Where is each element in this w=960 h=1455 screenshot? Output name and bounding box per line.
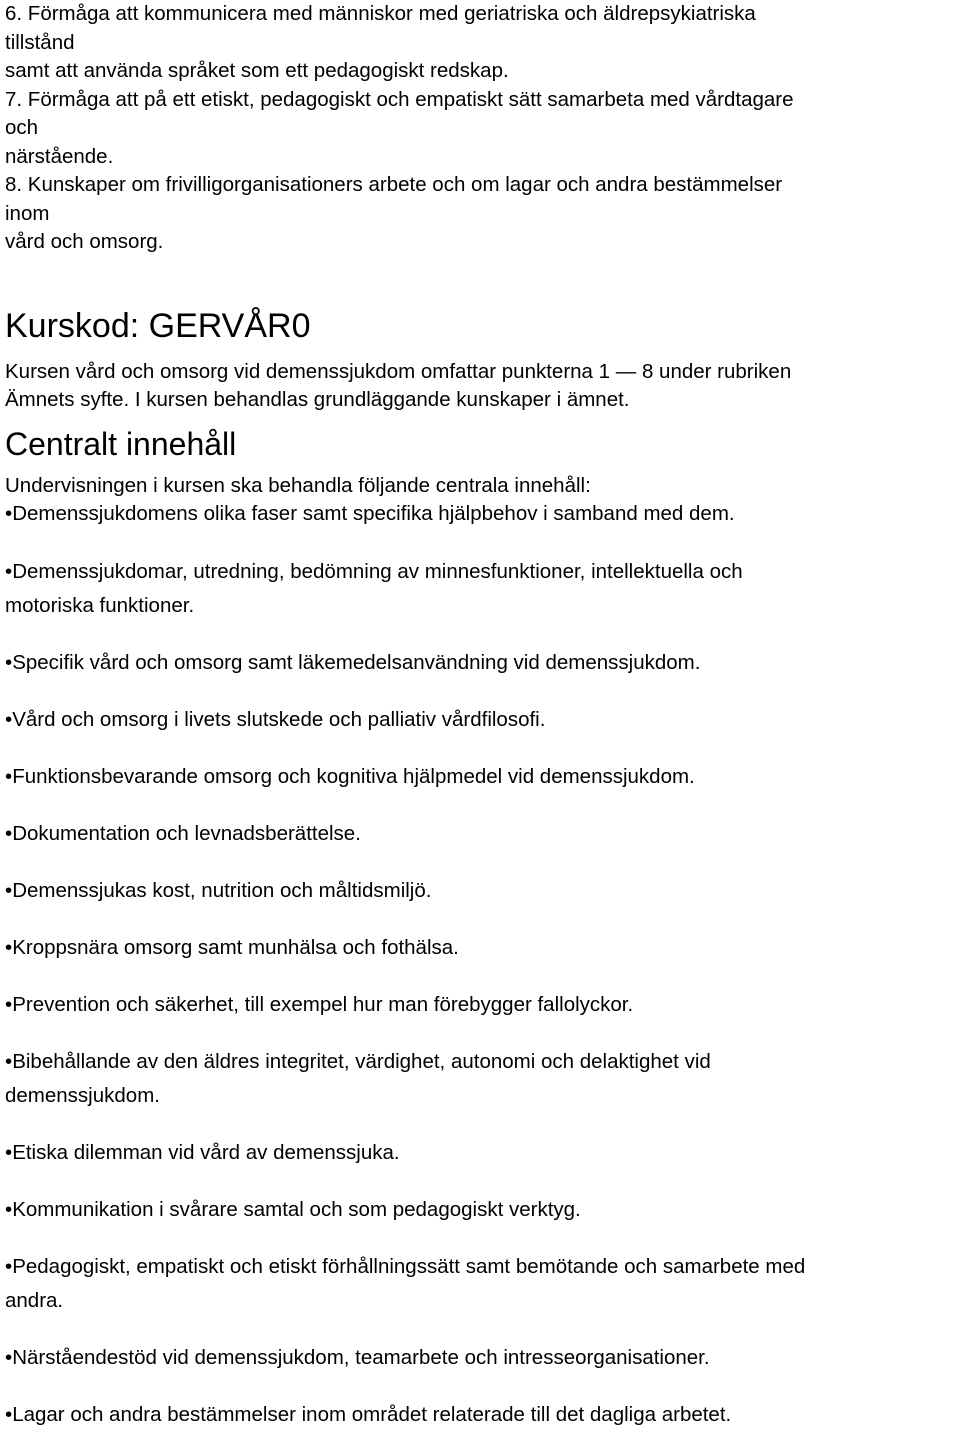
intro-line: inom [5, 201, 50, 225]
list-item [5, 646, 960, 680]
central-content-heading: Centralt innehåll [5, 425, 237, 462]
course-description-line: Kursen vård och omsorg vid demenssjukdom omfattar punkterna 1 — 8 under rubriken [5, 359, 792, 383]
list-item-line [5, 646, 960, 680]
list-item-text: Bibehållande av den äldres integritet, värdighet, autonomi och delaktighet vid [12, 1049, 711, 1073]
document-page [5, 0, 960, 1455]
intro-line: närstående. [5, 144, 114, 168]
list-item-text: Specifik vård och omsorg samt läkemedelsanvändning vid demenssjukdom. [12, 650, 701, 674]
list-item-line [5, 500, 960, 529]
list-item-text: Vård och omsorg i livets slutskede och palliativ vårdfilosofi. [12, 707, 546, 731]
list-item-line [5, 1079, 960, 1113]
list-item-line [5, 760, 960, 794]
list-item-line [5, 1250, 960, 1284]
course-description-line: Ämnets syfte. I kursen behandlas grundläggande kunskaper i ämnet. [5, 388, 630, 411]
bullet-icon: • [5, 502, 13, 525]
list-item-line [5, 817, 960, 851]
bullet-icon: • [5, 1345, 13, 1369]
list-item-text: Demenssjukdomar, utredning, bedömning av minnesfunktioner, intellektuella och [12, 559, 743, 583]
list-item [5, 1193, 960, 1227]
list-item [5, 500, 960, 529]
list-item [5, 555, 960, 623]
central-content-lead: Undervisningen i kursen ska behandla följande centrala innehåll: [5, 473, 591, 497]
list-item-text: Demenssjukdomens olika faser samt specifika hjälpbehov i samband med dem. [12, 502, 735, 525]
list-item-line [5, 1045, 960, 1079]
list-item [5, 817, 960, 851]
list-item-text: Prevention och säkerhet, till exempel hur man förebygger fallolyckor. [12, 992, 634, 1016]
list-item-line [5, 931, 960, 965]
bullet-icon: • [5, 707, 13, 731]
list-item-text: Kommunikation i svårare samtal och som pedagogiskt verktyg. [12, 1197, 581, 1221]
list-item-text: Dokumentation och levnadsberättelse. [12, 821, 361, 845]
intro-line: 6. Förmåga att kommunicera med människor med geriatriska och äldrepsykiatriska [5, 2, 756, 25]
bullet-icon: • [5, 650, 13, 674]
list-item [5, 988, 960, 1022]
list-item-text: andra. [5, 1288, 64, 1312]
bullet-icon: • [5, 1254, 13, 1278]
intro-goals [5, 0, 960, 257]
list-item [5, 931, 960, 965]
bullet-icon: • [5, 935, 13, 959]
list-item [5, 1136, 960, 1170]
bullet-icon: • [5, 992, 13, 1016]
course-description [5, 358, 960, 415]
intro-line: vård och omsorg. [5, 230, 164, 253]
bullet-icon: • [5, 1197, 13, 1221]
list-item-text: Demenssjukas kost, nutrition och måltidsmiljö. [12, 878, 432, 902]
list-item-text: motoriska funktioner. [5, 593, 195, 617]
bullet-icon: • [5, 821, 13, 845]
central-content-list [5, 500, 960, 1432]
list-item-line [5, 589, 960, 623]
list-item-line [5, 988, 960, 1022]
bullet-icon: • [5, 764, 13, 788]
course-code-heading: Kurskod: GERVÅR0 [5, 306, 311, 345]
intro-line: 7. Förmåga att på ett etiskt, pedagogiskt och empatiskt sätt samarbeta med vårdtagare [5, 87, 794, 111]
list-item [5, 1250, 960, 1318]
intro-line: och [5, 116, 39, 139]
bullet-icon: • [5, 1049, 13, 1073]
list-item-line [5, 1398, 960, 1432]
intro-line: 8. Kunskaper om frivilligorganisationers arbete och om lagar och andra bestämmelser [5, 173, 783, 196]
bullet-icon: • [5, 559, 13, 583]
list-item-text: Lagar och andra bestämmelser inom området relaterade till det dagliga arbetet. [12, 1402, 732, 1426]
bullet-icon: • [5, 1402, 13, 1426]
list-item-line [5, 1341, 960, 1375]
list-item-line [5, 703, 960, 737]
list-item-text: Etiska dilemman vid vård av demenssjuka. [12, 1140, 400, 1164]
list-item-text: Närståendestöd vid demenssjukdom, teamarbete och intresseorganisationer. [12, 1345, 710, 1369]
list-item-line [5, 1284, 960, 1318]
list-item [5, 703, 960, 737]
intro-line: tillstånd [5, 30, 75, 54]
list-item [5, 1341, 960, 1375]
bullet-icon: • [5, 878, 13, 902]
list-item [5, 1045, 960, 1113]
list-item-line [5, 1193, 960, 1227]
list-item [5, 1398, 960, 1432]
list-item-line [5, 555, 960, 589]
list-item [5, 760, 960, 794]
list-item [5, 874, 960, 908]
intro-line: samt att använda språket som ett pedagogiskt redskap. [5, 59, 509, 82]
list-item-line [5, 874, 960, 908]
list-item-line [5, 1136, 960, 1170]
list-item-text: demenssjukdom. [5, 1083, 160, 1107]
list-item-text: Pedagogiskt, empatiskt och etiskt förhållningssätt samt bemötande och samarbete med [12, 1254, 806, 1278]
list-item-text: Funktionsbevarande omsorg och kognitiva hjälpmedel vid demenssjukdom. [12, 764, 695, 788]
bullet-icon: • [5, 1140, 13, 1164]
list-item-text: Kroppsnära omsorg samt munhälsa och fothälsa. [12, 935, 459, 959]
